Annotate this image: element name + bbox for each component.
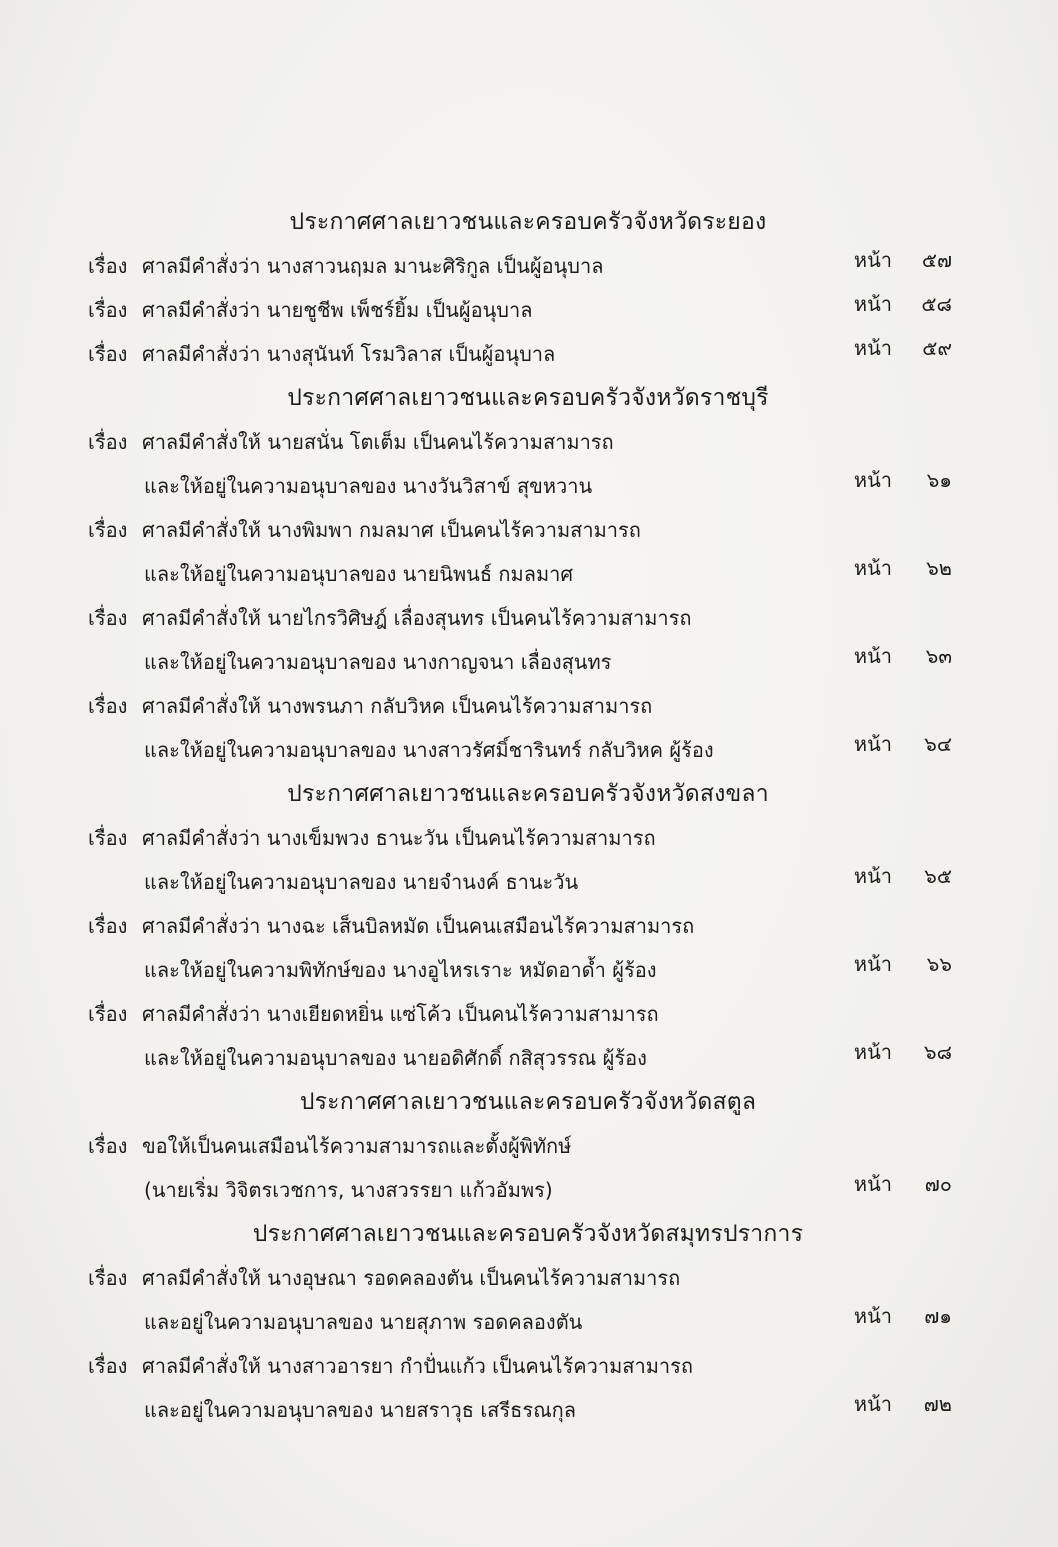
page-word: หน้า: [853, 952, 892, 976]
entry-subtitle: และให้อยู่ในความอนุบาลของ นายนิพนธ์ กมลมาศ: [144, 562, 574, 586]
entry-subtitle: และให้อยู่ในความพิทักษ์ของ นางอูไหรเราะ หมัดอาด้ำ ผู้ร้อง: [144, 958, 657, 982]
entry-label: เรื่อง: [88, 606, 128, 630]
section-heading: ประกาศศาลเยาวชนและครอบครัวจังหวัดระยอง: [289, 209, 767, 235]
toc-entry: [78, 420, 978, 508]
entry-title: ศาลมีคำสั่งให้ นางสาวอารยา กำปั่นแก้ว เป็นคนไร้ความสามารถ: [142, 1354, 693, 1378]
entry-title: ศาลมีคำสั่งว่า นายชูชีพ เพ็ชร์ยิ้ม เป็นผู้อนุบาล: [142, 298, 533, 322]
page-number: ๖๒: [926, 556, 952, 580]
page-number: ๗๒: [923, 1392, 952, 1416]
entry-label: เรื่อง: [88, 1354, 128, 1378]
entry-label: เรื่อง: [88, 914, 128, 938]
entry-title: ศาลมีคำสั่งว่า นางสุนันท์ โรมวิลาส เป็นผู้อนุบาล: [142, 342, 556, 366]
page-word: หน้า: [853, 468, 892, 492]
page-word: หน้า: [853, 1392, 892, 1416]
entry-label: เรื่อง: [88, 342, 128, 366]
page-number: ๕๘: [921, 292, 952, 316]
entry-label: เรื่อง: [88, 694, 128, 718]
page-number: ๖๘: [923, 1040, 952, 1064]
entry-title: ศาลมีคำสั่งให้ นายสนั่น โตเต็ม เป็นคนไร้ความสามารถ: [142, 430, 614, 454]
section-heading: ประกาศศาลเยาวชนและครอบครัวจังหวัดสมุทรปราการ: [252, 1221, 804, 1247]
entry-title: ศาลมีคำสั่งให้ นายไกรวิศิษฎ์ เลื่องสุนทร เป็นคนไร้ความสามารถ: [142, 606, 692, 630]
page-word: หน้า: [853, 644, 892, 668]
entry-label: เรื่อง: [88, 826, 128, 850]
page-word: หน้า: [853, 556, 892, 580]
entry-subtitle: และให้อยู่ในความอนุบาลของ นางสาวรัศมิ์ชารินทร์ กลับวิหค ผู้ร้อง: [144, 738, 714, 762]
toc-entry: [78, 1344, 978, 1432]
page-number: ๖๖: [926, 952, 952, 976]
page-number: ๖๔: [924, 732, 952, 756]
entry-title: ศาลมีคำสั่งให้ นางอุษณา รอดคลองตัน เป็นคนไร้ความสามารถ: [142, 1266, 681, 1290]
table-of-contents: [78, 200, 978, 1432]
entry-label: เรื่อง: [88, 1002, 128, 1026]
entry-subtitle: และอยู่ในความอนุบาลของ นายสุภาพ รอดคลองตัน: [144, 1310, 583, 1334]
toc-entry: [78, 1124, 978, 1212]
toc-entry: [78, 596, 978, 684]
toc-entry: [78, 684, 978, 772]
toc-entry: [78, 992, 978, 1080]
entry-subtitle: และให้อยู่ในความอนุบาลของ นายอดิศักดิ์ กสิสุวรรณ ผู้ร้อง: [144, 1046, 647, 1070]
entry-subtitle: (นายเริ่ม วิจิตรเวชการ, นางสวรรยา แก้วอัมพร): [144, 1178, 553, 1202]
page-word: หน้า: [853, 1172, 892, 1196]
page-number: ๗๑: [924, 1304, 952, 1328]
page-number: ๖๓: [925, 644, 952, 668]
page-word: หน้า: [853, 248, 892, 272]
page-word: หน้า: [853, 864, 892, 888]
section-heading: ประกาศศาลเยาวชนและครอบครัวจังหวัดสตูล: [299, 1089, 757, 1115]
section-heading: ประกาศศาลเยาวชนและครอบครัวจังหวัดสงขลา: [287, 781, 769, 807]
toc-entry: [78, 1256, 978, 1344]
entry-label: เรื่อง: [88, 1134, 128, 1158]
toc-entry: [78, 904, 978, 992]
entry-title: ศาลมีคำสั่งให้ นางพรนภา กลับวิหค เป็นคนไร้ความสามารถ: [142, 694, 653, 718]
entry-title: ศาลมีคำสั่งว่า นางสาวนฤมล มานะศิริกูล เป็นผู้อนุบาล: [142, 254, 604, 278]
page-number: ๖๕: [924, 864, 952, 888]
entry-subtitle: และให้อยู่ในความอนุบาลของ นางกาญจนา เลื่องสุนทร: [144, 650, 612, 674]
page-word: หน้า: [853, 336, 892, 360]
page-number: ๗๐: [924, 1172, 952, 1196]
entry-label: เรื่อง: [88, 1266, 128, 1290]
entry-title: ศาลมีคำสั่งว่า นางเยียดหยิ่น แซ่โค้ว เป็นคนไร้ความสามารถ: [142, 1002, 659, 1026]
entry-title: ศาลมีคำสั่งให้ นางพิมพา กมลมาศ เป็นคนไร้ความสามารถ: [142, 518, 641, 542]
entry-label: เรื่อง: [88, 518, 128, 542]
section-heading: ประกาศศาลเยาวชนและครอบครัวจังหวัดราชบุรี: [287, 385, 769, 411]
page-number: ๖๑: [926, 468, 952, 492]
toc-entry: [78, 332, 978, 376]
entry-title: ศาลมีคำสั่งว่า นางเข็มพวง ธานะวัน เป็นคนไร้ความสามารถ: [142, 826, 656, 850]
page-word: หน้า: [853, 1040, 892, 1064]
entry-label: เรื่อง: [88, 254, 128, 278]
entry-title: ศาลมีคำสั่งว่า นางฉะ เส็นบิลหมัด เป็นคนเสมือนไร้ความสามารถ: [142, 914, 695, 938]
page-number: ๕๙: [922, 336, 952, 360]
entry-label: เรื่อง: [88, 298, 128, 322]
toc-entry: [78, 816, 978, 904]
page-word: หน้า: [853, 1304, 892, 1328]
toc-entry: [78, 508, 978, 596]
entry-subtitle: และอยู่ในความอนุบาลของ นายสราวุธ เสรีธรณกุล: [144, 1398, 577, 1422]
entry-title: ขอให้เป็นคนเสมือนไร้ความสามารถและตั้งผู้พิทักษ์: [142, 1134, 572, 1158]
page-word: หน้า: [853, 292, 892, 316]
entry-label: เรื่อง: [88, 430, 128, 454]
page-number: ๕๗: [921, 248, 952, 272]
page-word: หน้า: [853, 732, 892, 756]
entry-subtitle: และให้อยู่ในความอนุบาลของ นายจำนงค์ ธานะวัน: [144, 870, 579, 894]
entry-subtitle: และให้อยู่ในความอนุบาลของ นางวันวิสาข์ สุขหวาน: [144, 474, 593, 498]
